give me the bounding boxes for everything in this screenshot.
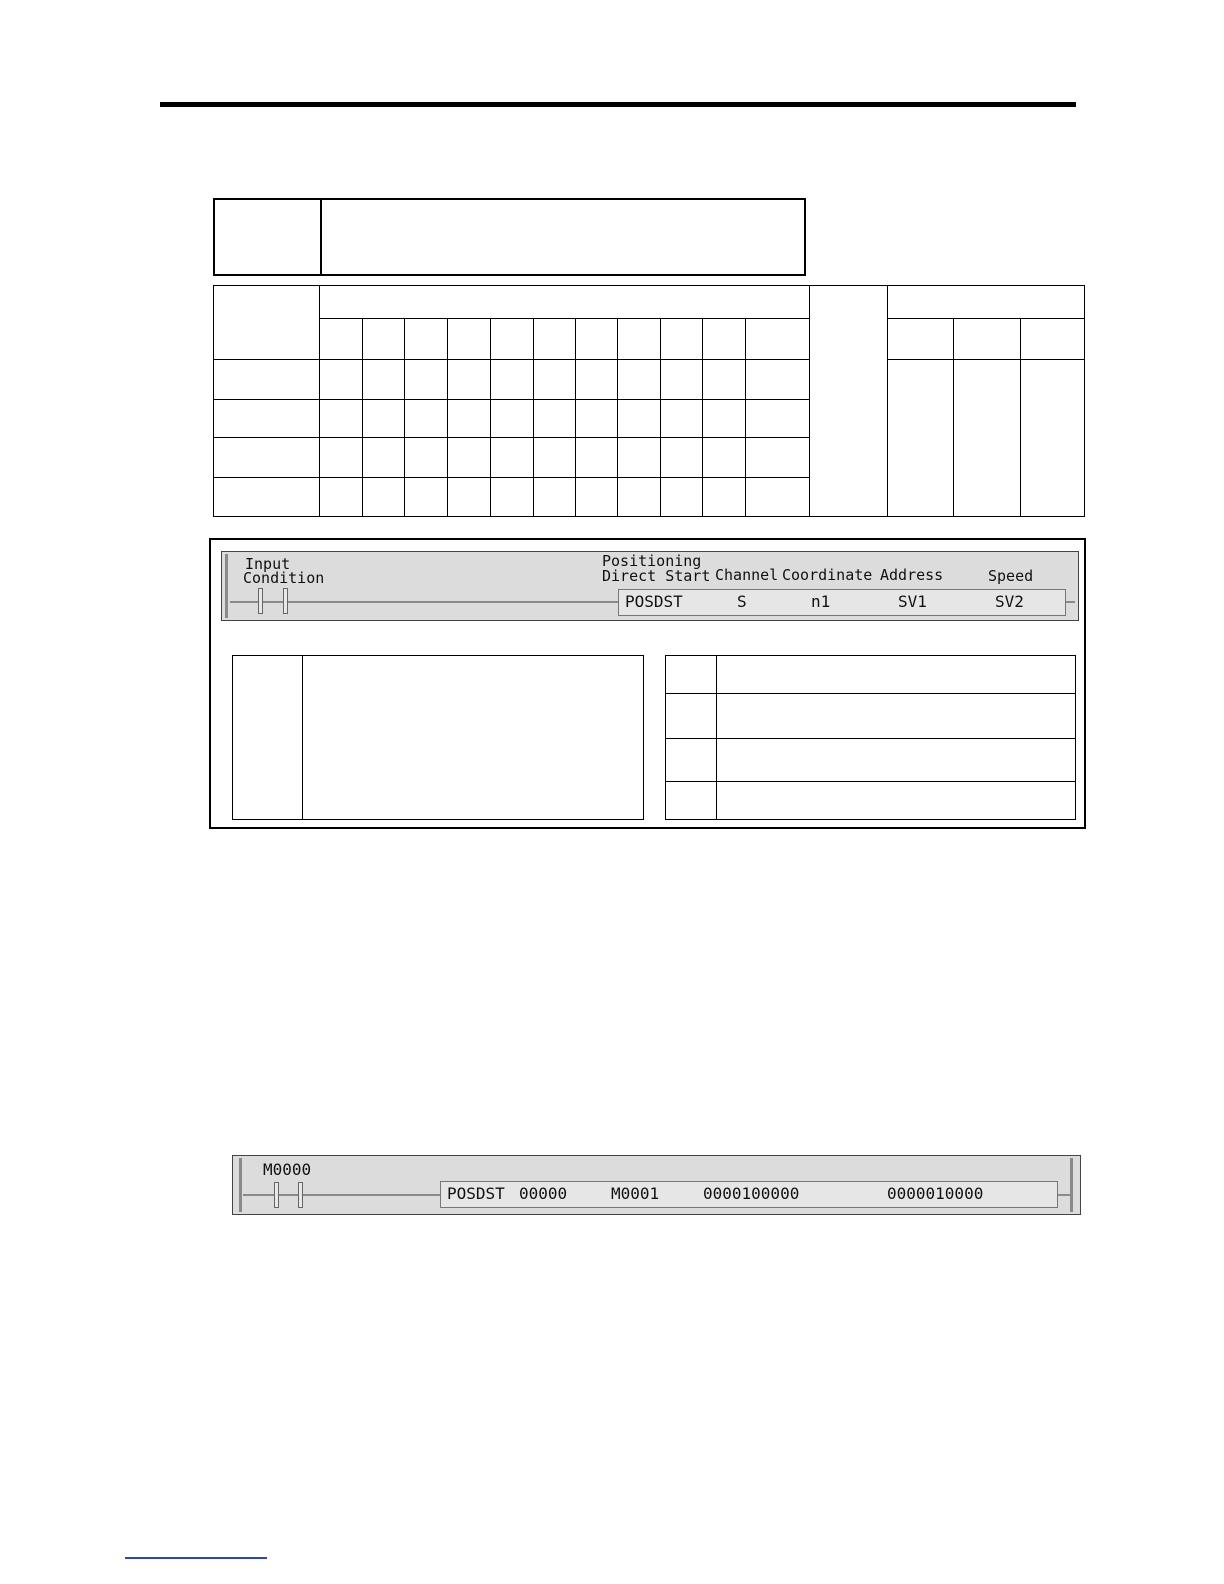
operand-speed: SV2	[995, 592, 1024, 611]
example-instruction-name: POSDST	[447, 1184, 505, 1203]
grid-line	[1020, 318, 1021, 516]
grid-line	[214, 399, 810, 400]
input-condition-label-1: Input	[245, 555, 291, 573]
input-contact-right-icon	[283, 588, 288, 614]
speed-label: Speed	[988, 567, 1034, 585]
rung-wire-end	[1058, 1194, 1070, 1196]
table-row-line	[666, 693, 1075, 694]
function-label-1: Positioning	[602, 552, 702, 570]
grid-line	[214, 359, 810, 360]
grid-line	[575, 318, 576, 516]
grid-line	[745, 318, 746, 516]
grid-line	[660, 318, 661, 516]
grid-line	[404, 318, 405, 516]
function-label-2: Direct Start	[602, 567, 711, 585]
example-function-block	[440, 1181, 1058, 1208]
example-speed: 0000010000	[887, 1184, 984, 1203]
rung-wire	[243, 1194, 443, 1196]
grid-line	[809, 286, 810, 516]
grid-line	[490, 318, 491, 516]
grid-line	[887, 286, 888, 516]
right-power-rail	[1070, 1158, 1073, 1212]
example-contact-label: M0000	[263, 1160, 312, 1179]
operand-channel: S	[737, 592, 747, 611]
channel-label: Channel	[715, 566, 779, 584]
example-ladder-panel	[232, 1155, 1081, 1215]
operand-address: SV1	[898, 592, 927, 611]
operand-description-table	[665, 655, 1076, 820]
grid-line	[887, 318, 1085, 319]
input-condition-label-2: Condition	[243, 569, 325, 587]
title-box-divider	[320, 200, 322, 274]
operand-coordinate: n1	[811, 592, 831, 611]
example-channel: 00000	[519, 1184, 568, 1203]
grid-line	[702, 318, 703, 516]
input-contact-left-icon	[258, 588, 263, 614]
rung-wire-end	[1066, 601, 1075, 603]
instruction-description-table	[232, 655, 644, 820]
example-coordinate: M0001	[611, 1184, 660, 1203]
ladder-format-panel	[221, 551, 1079, 621]
grid-line	[214, 437, 810, 438]
operand-grid	[213, 285, 1085, 517]
grid-line	[533, 318, 534, 516]
rung-wire	[230, 601, 620, 603]
header-rule	[160, 102, 1076, 107]
example-contact-right-icon	[298, 1182, 303, 1208]
grid-line	[362, 318, 363, 516]
function-block	[618, 589, 1066, 616]
table-row-line	[666, 738, 1075, 739]
example-address: 0000100000	[703, 1184, 800, 1203]
example-contact-left-icon	[274, 1182, 279, 1208]
description-divider	[302, 656, 303, 819]
address-label: Address	[880, 566, 944, 584]
instruction-name: POSDST	[625, 592, 683, 611]
footer-link-underline	[125, 1557, 267, 1559]
left-power-rail	[239, 1158, 242, 1212]
table-row-line	[666, 781, 1075, 782]
grid-line	[319, 318, 809, 319]
grid-line	[319, 286, 320, 516]
instruction-title-box	[213, 198, 806, 276]
coordinate-label: Coordinate	[782, 566, 873, 584]
left-power-rail	[225, 554, 228, 618]
grid-line	[887, 359, 1085, 360]
grid-line	[953, 318, 954, 516]
grid-line	[617, 318, 618, 516]
grid-line	[447, 318, 448, 516]
grid-line	[214, 477, 810, 478]
